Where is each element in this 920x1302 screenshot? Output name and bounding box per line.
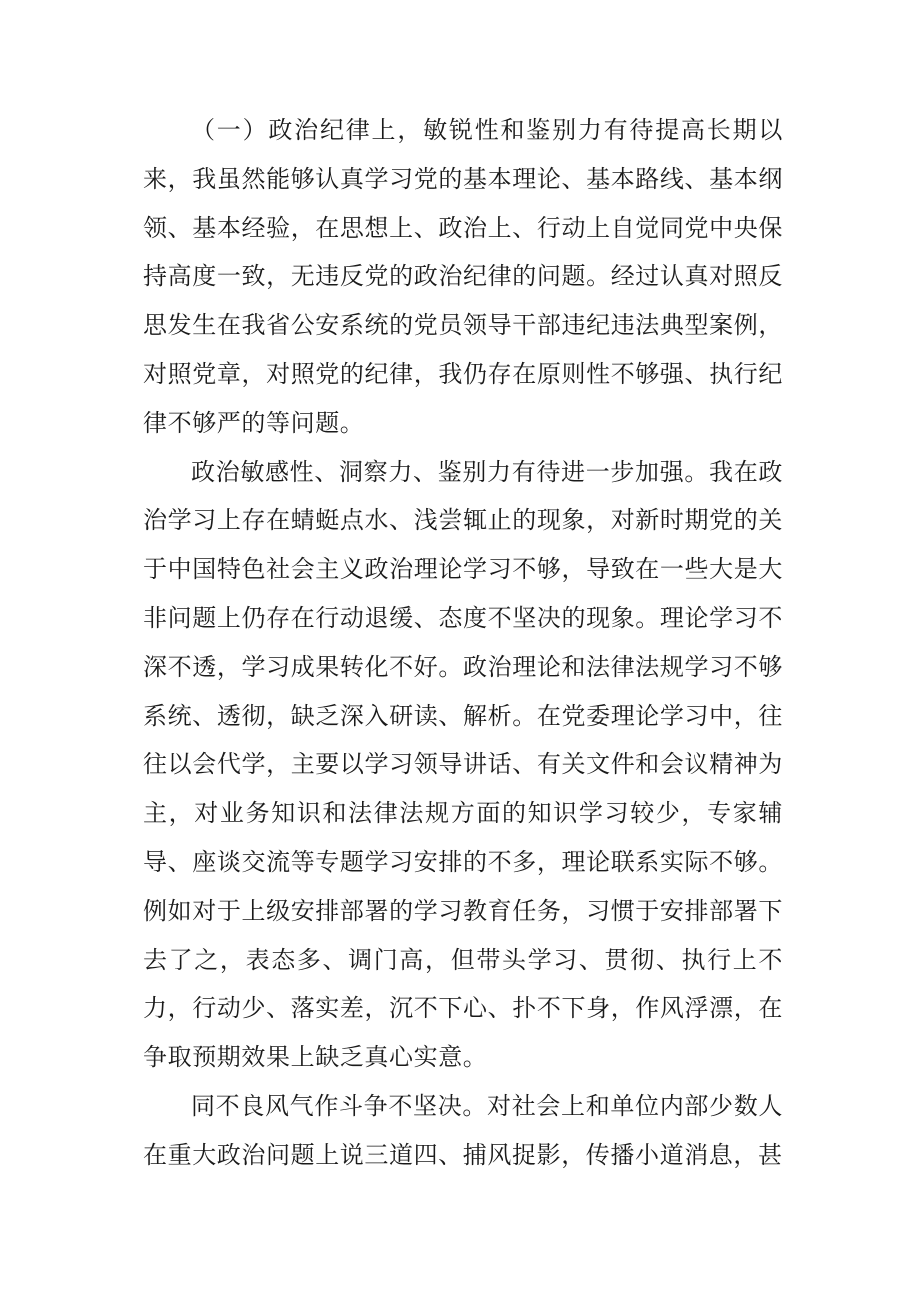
- document-body: [143, 106, 783, 1180]
- paragraph-political-sensitivity: 政治敏感性、洞察力、鉴别力有待进一步加强。我在政治学习上存在蜻蜓点水、浅尝辄止的现象，对新时期党的关于中国特色社会主义政治理论学习不够，导致在一些大是大非问题上仍存在行动退缓、态度不坚决的现象。理论学习不深不透，学习成果转化不好。政治理论和法律法规学习不够系统、透彻，缺乏深入研读、解析。在党委理论学习中，往往以会代学，主要以学习领导讲话、有关文件和会议精神为主，对业务知识和法律法规方面的知识学习较少，专家辅导、座谈交流等专题学习安排的不多，理论联系实际不够。例如对于上级安排部署的学习教育任务，习惯于安排部署下去了之，表态多、调门高，但带头学习、贯彻、执行上不力，行动少、落实差，沉不下心、扑不下身，作风浮漂，在争取预期效果上缺乏真心实意。: [143, 457, 783, 1072]
- paragraph-unhealthy-tendencies: 同不良风气作斗争不坚决。对社会上和单位内部少数人在重大政治问题上说三道四、捕风捉影，传播小道消息，甚: [143, 1091, 783, 1169]
- paragraph-political-discipline: （一）政治纪律上，敏锐性和鉴别力有待提高长期以来，我虽然能够认真学习党的基本理论、基本路线、基本纲领、基本经验，在思想上、政治上、行动上自觉同党中央保持高度一致，无违反党的政治纪律的问题。经过认真对照反思发生在我省公安系统的党员领导干部违纪违法典型案例，对照党章，对照党的纪律，我仍存在原则性不够强、执行纪律不够严的等问题。: [143, 116, 783, 437]
